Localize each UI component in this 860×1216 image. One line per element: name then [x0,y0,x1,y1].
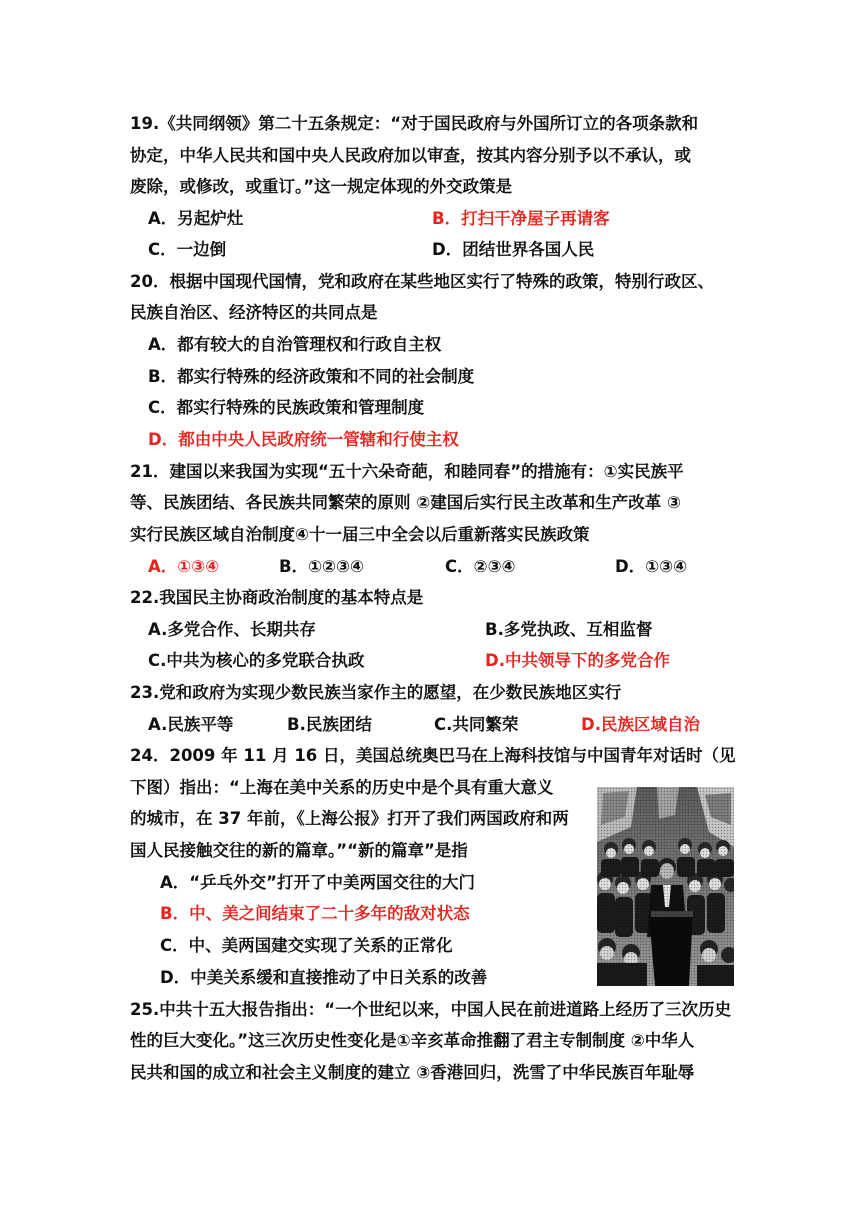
q20-option-a: A．都有较大的自治管理权和行政自主权 [148,335,442,354]
q19-option-b-answer: B．打扫干净屋子再请客 [432,209,610,228]
q22-stem: 22.我国民主协商政治制度的基本特点是 [130,588,424,607]
q24-stem-line-3: 的城市，在 37 年前，《上海公报》打开了我们两国政府和两 [130,809,569,828]
q24-option-a: A．“乒乓外交”打开了中美两国交往的大门 [160,873,475,892]
q21-option-c: C．②③④ [445,557,516,576]
q25-stem-line-2: 性的巨大变化。”这三次历史性变化是①辛亥革命推翻了君主专制制度 ②中华人 [130,1031,695,1050]
q20-option-b: B．都实行特殊的经济政策和不同的社会制度 [148,367,475,386]
q23-option-c: C.共同繁荣 [434,715,519,734]
q21-stem-line-3: 实行民族区域自治制度④十一届三中全会以后重新落实民族政策 [130,525,590,544]
q19-option-d: D．团结世界各国人民 [432,240,595,259]
q23-option-a: A.民族平等 [148,715,234,734]
q20-stem-line-1: 20．根据中国现代国情，党和政府在某些地区实行了特殊的政策，特别行政区、 [130,272,714,291]
q23-option-b: B.民族团结 [287,715,372,734]
q24-stem-line-1: 24．2009 年 11 月 16 日，美国总统奥巴马在上海科技馆与中国青年对话时（见 [130,746,736,765]
q21-stem-line-2: 等、民族团结、各民族共同繁荣的原则 ②建国后实行民主改革和生产改革 ③ [130,493,681,512]
q19-option-a: A．另起炉灶 [148,209,244,228]
q25-stem-line-3: 民共和国的成立和社会主义制度的建立 ③香港回归，洗雪了中华民族百年耻辱 [130,1063,695,1082]
q19-option-c: C．一边倒 [148,240,227,259]
q19-stem-line-2: 协定，中华人民共和国中央人民政府加以审查，按其内容分别予以不承认，或 [130,146,691,165]
q23-stem: 23.党和政府为实现少数民族当家作主的愿望，在少数民族地区实行 [130,683,622,702]
q22-option-b: B.多党执政、互相监督 [485,620,653,639]
q21-option-d: D．①③④ [615,557,688,576]
q24-option-d: D．中美关系缓和直接推动了中日关系的改善 [160,968,488,987]
q25-stem-line-1: 25.中共十五大报告指出：“一个世纪以来，中国人民在前进道路上经历了三次历史 [130,1000,732,1019]
q19-stem-line-3: 废除，或修改，或重订。”这一规定体现的外交政策是 [130,177,513,196]
q22-option-c: C.中共为核心的多党联合执政 [148,651,365,670]
q21-option-a-answer: A．①③④ [148,557,220,576]
q24-stem-line-4: 国人民接触交往的新的篇章。”“新的篇章”是指 [130,841,468,860]
q20-option-d-answer: D．都由中央人民政府统一管辖和行使主权 [148,430,459,449]
q20-option-c: C．都实行特殊的民族政策和管理制度 [148,398,425,417]
q21-stem-line-1: 21．建国以来我国为实现“五十六朵奇葩，和睦同春”的措施有：①实民族平 [130,462,684,481]
q22-option-a: A.多党合作、长期共存 [148,620,316,639]
q20-stem-line-2: 民族自治区、经济特区的共同点是 [130,303,378,322]
q21-option-b: B．①②③④ [279,557,364,576]
obama-town-hall-photo [597,787,734,986]
q19-stem-line-1: 19.《共同纲领》第二十五条规定：“对于国民政府与外国所订立的各项条款和 [130,114,699,133]
q24-option-b-answer: B．中、美之间结束了二十多年的敌对状态 [160,904,470,923]
q23-option-d-answer: D.民族区域自治 [581,715,700,734]
q22-option-d-answer: D.中共领导下的多党合作 [485,651,670,670]
q24-option-c: C．中、美两国建交实现了关系的正常化 [160,936,453,955]
q24-stem-line-2: 下图）指出：“上海在美中关系的历史中是个具有重大意义 [130,778,554,797]
